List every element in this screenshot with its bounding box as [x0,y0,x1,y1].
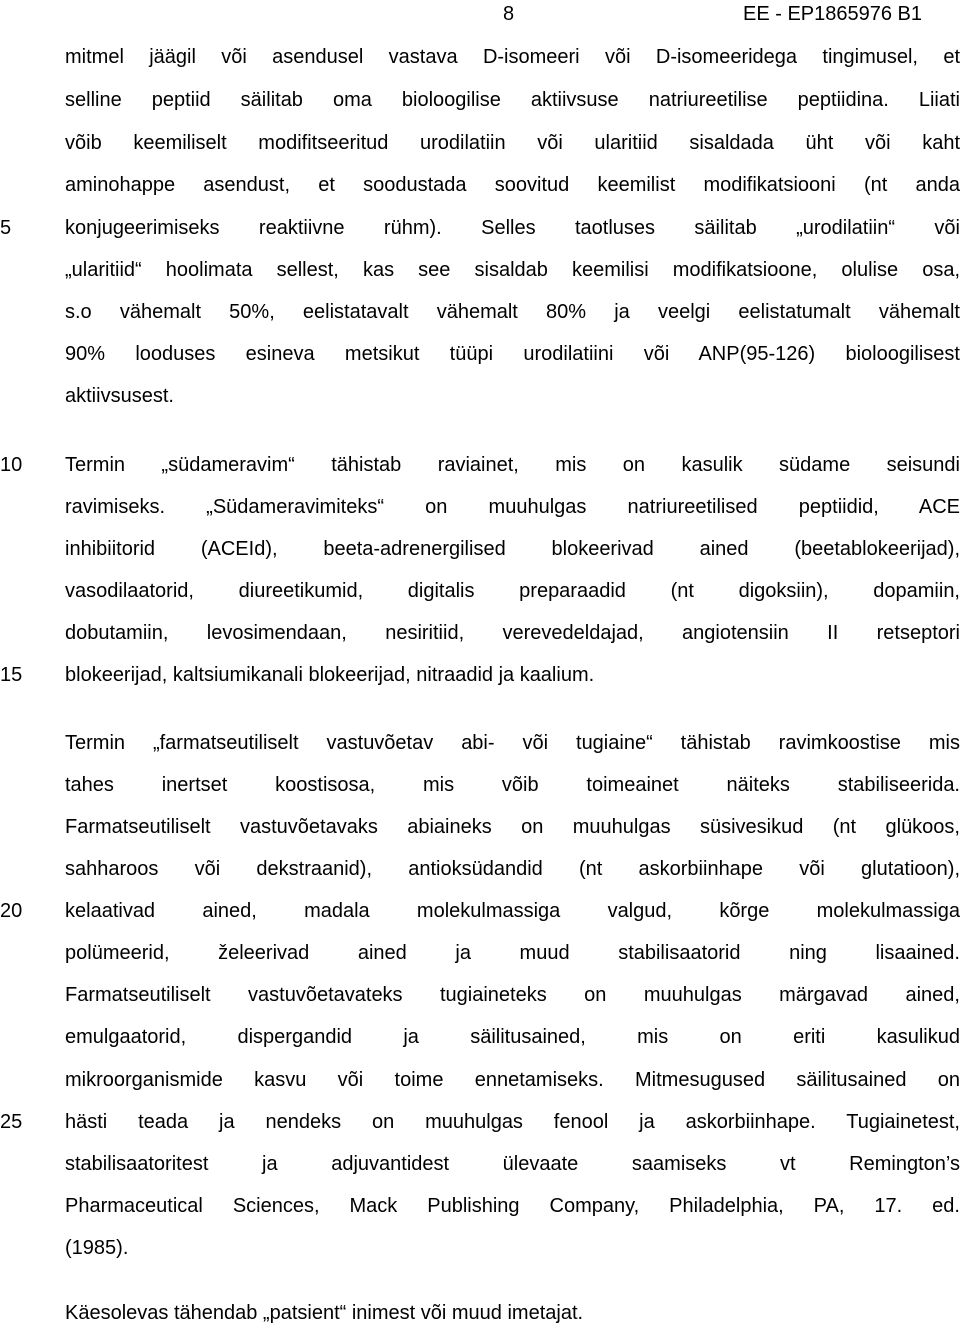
text-line: Farmatseutiliselt vastuvõetavaks abiaineks on muuhulgas süsivesikud (nt glükoos, [65,816,960,838]
text-line: võib keemiliselt modifitseeritud urodilatiin või ularitiid sisaldada üht või kaht [65,132,960,154]
line-number: 10 [0,454,23,476]
text-line: aktiivsusest. [65,385,174,407]
text-line: Termin „farmatseutiliselt vastuvõetav abi- või tugiaine“ tähistab ravimkoostise mis [65,732,960,754]
text-line: tahes inertset koostisosa, mis võib toimeainet näiteks stabiliseerida. [65,774,960,796]
line-number: 15 [0,664,23,686]
text-line: selline peptiid säilitab oma bioloogilise aktiivsuse natriureetilise peptiidina. Liiati [65,89,960,111]
text-line: polümeerid, želeerivad ained ja muud stabilisaatorid ning lisaained. [65,942,960,964]
page-number: 8 [503,3,515,25]
document-id: EE - EP1865976 B1 [743,3,923,25]
text-line: kelaativad ained, madala molekulmassiga valgud, kõrge molekulmassiga [65,900,960,922]
text-line: stabilisaatoritest ja adjuvantidest ülevaate saamiseks vt Remington’s [65,1153,960,1175]
line-number: 20 [0,900,23,922]
text-line: inhibiitorid (ACEId), beeta-adrenergilised blokeerivad ained (beetablokeerijad), [65,538,960,560]
text-line: Termin „südameravim“ tähistab raviainet, mis on kasulik südame seisundi [65,454,960,476]
text-line: 90% looduses esineva metsikut tüüpi urodilatiini või ANP(95-126) bioloogilisest [65,343,960,365]
text-line: mikroorganismide kasvu või toime ennetamiseks. Mitmesugused säilitusained on [65,1069,960,1091]
text-line: Käesolevas tähendab „patsient“ inimest või muud imetajat. [65,1302,584,1324]
text-line: (1985). [65,1237,129,1259]
text-line: „ularitiid“ hoolimata sellest, kas see sisaldab keemilisi modifikatsioone, olulise osa, [65,259,960,281]
text-line: Farmatseutiliselt vastuvõetavateks tugiaineteks on muuhulgas märgavad ained, [65,984,960,1006]
text-line: emulgaatorid, dispergandid ja säilitusained, mis on eriti kasulikud [65,1026,960,1048]
text-line: hästi teada ja nendeks on muuhulgas fenool ja askorbiinhape. Tugiainetest, [65,1111,960,1133]
text-line: s.o vähemalt 50%, eelistatavalt vähemalt 80% ja veelgi eelistatumalt vähemalt [65,301,960,323]
text-line: aminohappe asendust, et soodustada soovitud keemilist modifikatsiooni (nt anda [65,174,960,196]
text-line: konjugeerimiseks reaktiivne rühm). Selles taotluses säilitab „urodilatiin“ või [65,217,960,239]
text-line: ravimiseks. „Südameravimiteks“ on muuhulgas natriureetilised peptiidid, ACE [65,496,960,518]
line-number: 5 [0,217,12,239]
line-number: 25 [0,1111,23,1133]
text-line: Pharmaceutical Sciences, Mack Publishing Company, Philadelphia, PA, 17. ed. [65,1195,960,1217]
text-line: dobutamiin, levosimendaan, nesiritiid, verevedeldajad, angiotensiin II retseptori [65,622,960,644]
text-line: blokeerijad, kaltsiumikanali blokeerijad, nitraadid ja kaalium. [65,664,595,686]
text-line: sahharoos või dekstraanid), antioksüdandid (nt askorbiinhape või glutatioon), [65,858,960,880]
text-line: vasodilaatorid, diureetikumid, digitalis preparaadid (nt digoksiin), dopamiin, [65,580,960,602]
text-line: mitmel jäägil või asendusel vastava D-isomeeri või D-isomeeridega tingimusel, et [65,46,960,68]
